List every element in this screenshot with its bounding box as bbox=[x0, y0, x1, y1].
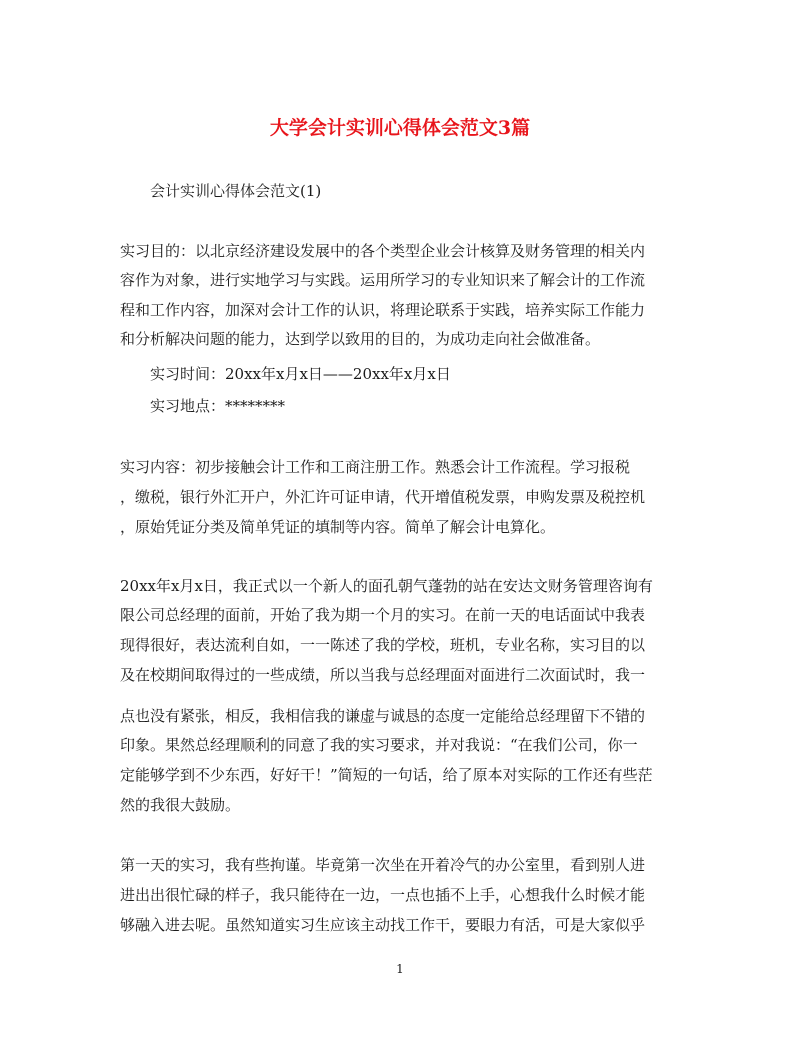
paragraph-line: 进出出很忙碌的样子，我只能待在一边，一点也插不上手，心想我什么时候才能 bbox=[120, 886, 646, 904]
paragraph-line: 限公司总经理的面前，开始了我为期一个月的实习。在前一天的电话面试中我表 bbox=[120, 606, 646, 624]
paragraph-line: 现得很好，表达流利自如，一一陈述了我的学校，班机，专业名称，实习目的以 bbox=[120, 636, 646, 654]
paragraph-line: 第一天的实习，我有些拘谨。毕竟第一次坐在开着冷气的办公室里，看到别人进 bbox=[120, 856, 646, 874]
paragraph-line: 然的我很大鼓励。 bbox=[120, 796, 241, 814]
internship-place: 实习地点：******** bbox=[150, 397, 286, 415]
paragraph-line: 容作为对象，进行实地学习与实践。运用所学习的专业知识来了解会计的工作流 bbox=[120, 271, 646, 289]
internship-time: 实习时间：20xx年x月x日——20xx年x月x日 bbox=[150, 365, 451, 383]
paragraph-line: 定能够学到不少东西，好好干！”简短的一句话，给了原本对实际的工作还有些茫 bbox=[120, 766, 653, 784]
paragraph-line: 及在校期间取得过的一些成绩，所以当我与总经理面对面进行二次面试时，我一 bbox=[120, 666, 646, 684]
page-number: 1 bbox=[396, 962, 404, 976]
paragraph-line: 实习内容：初步接触会计工作和工商注册工作。熟悉会计工作流程。学习报税 bbox=[120, 458, 631, 476]
paragraph-line: 印象。果然总经理顺利的同意了我的实习要求，并对我说：“在我们公司，你一 bbox=[120, 736, 638, 754]
paragraph-line: 够融入进去呢。虽然知道实习生应该主动找工作干，要眼力有活，可是大家似乎 bbox=[120, 916, 646, 934]
paragraph-line: 和分析解决问题的能力，达到学以致用的目的，为成功走向社会做准备。 bbox=[120, 330, 601, 348]
paragraph-line: 程和工作内容，加深对会计工作的认识，将理论联系于实践，培养实际工作能力 bbox=[120, 301, 646, 319]
section-heading: 会计实训心得体会范文(1) bbox=[150, 182, 322, 200]
paragraph-line: 点也没有紧张，相反，我相信我的谦虚与诚恳的态度一定能给总经理留下不错的 bbox=[120, 707, 646, 725]
paragraph-line: ，原始凭证分类及简单凭证的填制等内容。简单了解会计电算化。 bbox=[120, 518, 556, 536]
document-title: 大学会计实训心得体会范文3篇 bbox=[269, 117, 531, 139]
paragraph-line: 实习目的：以北京经济建设发展中的各个类型企业会计核算及财务管理的相关内 bbox=[120, 242, 646, 260]
paragraph-line: 20xx年x月x日，我正式以一个新人的面孔朝气蓬勃的站在安达文财务管理咨询有 bbox=[120, 577, 653, 595]
paragraph-line: ，缴税，银行外汇开户，外汇许可证申请，代开增值税发票，申购发票及税控机 bbox=[120, 488, 646, 506]
